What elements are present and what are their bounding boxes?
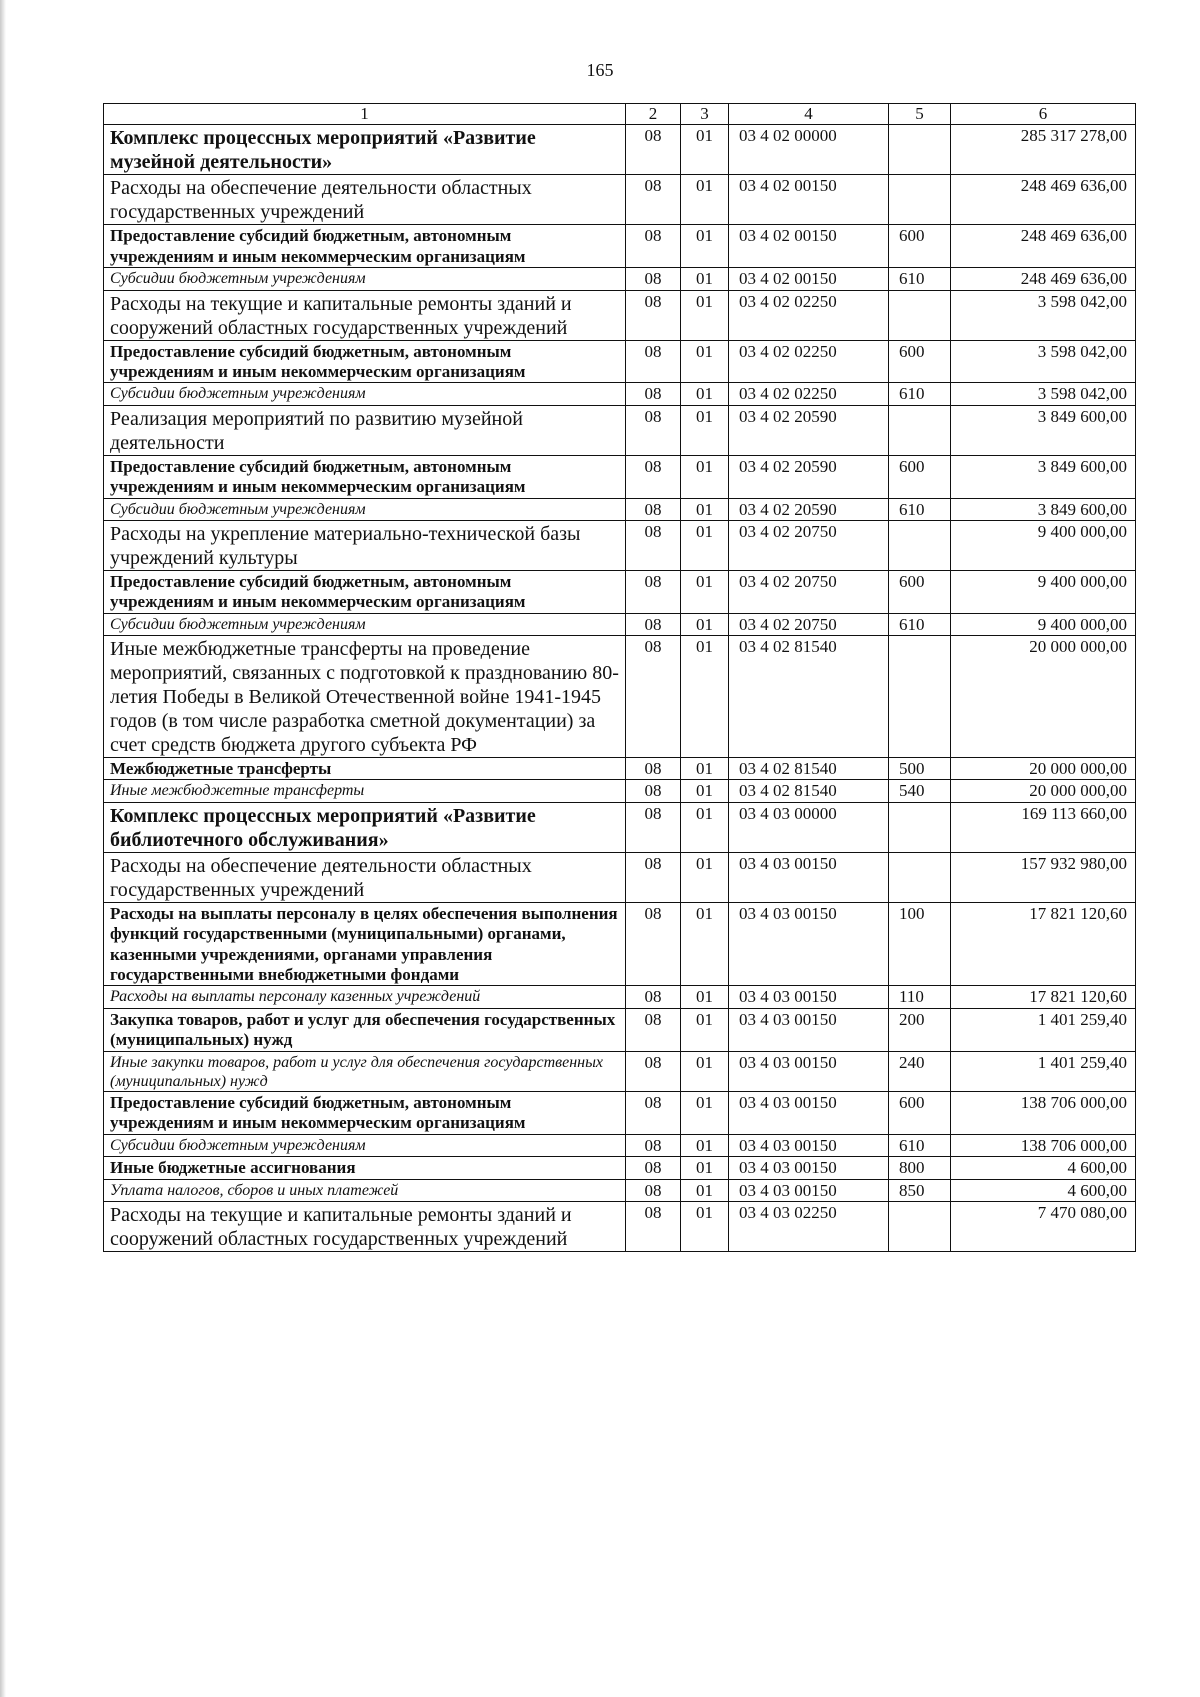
row-amount: 248 469 636,00 [951,268,1136,290]
table-row [104,613,1136,635]
row-subsection-code: 01 [681,498,729,520]
row-subsection-code: 01 [681,1091,729,1134]
row-expense-type-code: 610 [889,383,951,405]
row-section-code: 08 [626,902,681,986]
row-section-code: 08 [626,570,681,613]
row-section-code: 08 [626,125,681,175]
row-amount: 9 400 000,00 [951,570,1136,613]
row-amount: 248 469 636,00 [951,225,1136,268]
table-row [104,340,1136,383]
row-section-code: 08 [626,802,681,852]
row-description: Реализация мероприятий по развитию музейной деятельности [104,405,626,455]
row-description: Расходы на выплаты персоналу казенных учреждений [104,986,626,1008]
row-amount: 169 113 660,00 [951,802,1136,852]
row-expense-type-code [889,520,951,570]
row-subsection-code: 01 [681,613,729,635]
row-description: Иные межбюджетные трансферты [104,780,626,802]
row-expense-type-code: 540 [889,780,951,802]
row-section-code: 08 [626,613,681,635]
row-expense-type-code: 100 [889,902,951,986]
row-amount: 3 849 600,00 [951,405,1136,455]
column-header-2: 2 [626,104,681,125]
row-target-article-code: 03 4 02 81540 [729,758,889,780]
row-subsection-code: 01 [681,802,729,852]
table-row [104,1179,1136,1201]
column-header-4: 4 [729,104,889,125]
row-subsection-code: 01 [681,268,729,290]
row-section-code: 08 [626,520,681,570]
row-subsection-code: 01 [681,383,729,405]
row-target-article-code: 03 4 02 20590 [729,405,889,455]
row-expense-type-code: 600 [889,570,951,613]
column-header-1: 1 [104,104,626,125]
row-description: Иные межбюджетные трансферты на проведение мероприятий, связанных с подготовкой к празднованию 80-летия Победы в Великой Отечественной войне 1941-1945 годов (в том числе разработка сметной документации) за счет средств бюджета другого субъекта РФ [104,636,626,758]
row-description: Субсидии бюджетным учреждениям [104,268,626,290]
row-subsection-code: 01 [681,290,729,340]
table-row [104,1201,1136,1251]
row-expense-type-code [889,1201,951,1251]
row-description: Комплекс процессных мероприятий «Развитие музейной деятельности» [104,125,626,175]
row-amount: 4 600,00 [951,1179,1136,1201]
row-amount: 138 706 000,00 [951,1091,1136,1134]
table-row [104,1157,1136,1179]
row-target-article-code: 03 4 02 20590 [729,455,889,498]
row-section-code: 08 [626,780,681,802]
row-description: Предоставление субсидий бюджетным, автономным учреждениям и иным некоммерческим организациям [104,455,626,498]
row-expense-type-code: 850 [889,1179,951,1201]
row-subsection-code: 01 [681,636,729,758]
row-section-code: 08 [626,1091,681,1134]
row-expense-type-code: 610 [889,613,951,635]
row-target-article-code: 03 4 03 00150 [729,1091,889,1134]
column-header-6: 6 [951,104,1136,125]
row-section-code: 08 [626,758,681,780]
row-target-article-code: 03 4 02 20750 [729,570,889,613]
row-subsection-code: 01 [681,1201,729,1251]
row-amount: 20 000 000,00 [951,758,1136,780]
budget-table [103,103,1136,1252]
row-subsection-code: 01 [681,175,729,225]
column-header-5: 5 [889,104,951,125]
row-description: Уплата налогов, сборов и иных платежей [104,1179,626,1201]
row-description: Расходы на текущие и капитальные ремонты зданий и сооружений областных государственных учреждений [104,1201,626,1251]
row-description: Расходы на укрепление материально-технической базы учреждений культуры [104,520,626,570]
row-description: Субсидии бюджетным учреждениям [104,1134,626,1156]
row-target-article-code: 03 4 02 00000 [729,125,889,175]
row-amount: 3 598 042,00 [951,340,1136,383]
row-section-code: 08 [626,455,681,498]
table-row [104,520,1136,570]
row-section-code: 08 [626,175,681,225]
row-subsection-code: 01 [681,520,729,570]
row-target-article-code: 03 4 03 02250 [729,1201,889,1251]
row-subsection-code: 01 [681,758,729,780]
row-target-article-code: 03 4 03 00150 [729,1051,889,1091]
row-expense-type-code [889,636,951,758]
row-amount: 3 598 042,00 [951,383,1136,405]
row-amount: 248 469 636,00 [951,175,1136,225]
row-section-code: 08 [626,383,681,405]
row-expense-type-code: 110 [889,986,951,1008]
row-target-article-code: 03 4 02 81540 [729,636,889,758]
row-subsection-code: 01 [681,125,729,175]
row-amount: 1 401 259,40 [951,1051,1136,1091]
table-row [104,1051,1136,1091]
row-description: Закупка товаров, работ и услуг для обеспечения государственных (муниципальных) нужд [104,1008,626,1051]
table-row [104,570,1136,613]
row-subsection-code: 01 [681,902,729,986]
row-section-code: 08 [626,1157,681,1179]
table-row [104,986,1136,1008]
row-expense-type-code: 600 [889,455,951,498]
row-amount: 17 821 120,60 [951,902,1136,986]
table-row [104,225,1136,268]
budget-table-container [103,103,1135,1252]
table-row [104,405,1136,455]
row-expense-type-code [889,405,951,455]
row-expense-type-code: 600 [889,1091,951,1134]
row-expense-type-code: 610 [889,1134,951,1156]
row-subsection-code: 01 [681,1179,729,1201]
row-target-article-code: 03 4 03 00150 [729,1008,889,1051]
row-subsection-code: 01 [681,455,729,498]
row-amount: 17 821 120,60 [951,986,1136,1008]
table-row [104,290,1136,340]
row-section-code: 08 [626,852,681,902]
row-amount: 157 932 980,00 [951,852,1136,902]
row-target-article-code: 03 4 02 81540 [729,780,889,802]
row-amount: 20 000 000,00 [951,636,1136,758]
row-section-code: 08 [626,1134,681,1156]
table-row [104,902,1136,986]
row-description: Предоставление субсидий бюджетным, автономным учреждениям и иным некоммерческим организациям [104,340,626,383]
row-subsection-code: 01 [681,780,729,802]
row-subsection-code: 01 [681,340,729,383]
row-expense-type-code [889,852,951,902]
row-amount: 138 706 000,00 [951,1134,1136,1156]
row-section-code: 08 [626,1201,681,1251]
row-target-article-code: 03 4 02 20590 [729,498,889,520]
table-row [104,852,1136,902]
table-row [104,268,1136,290]
row-target-article-code: 03 4 02 20750 [729,613,889,635]
row-target-article-code: 03 4 02 02250 [729,340,889,383]
row-amount: 3 598 042,00 [951,290,1136,340]
row-section-code: 08 [626,225,681,268]
table-row [104,1091,1136,1134]
row-target-article-code: 03 4 03 00000 [729,802,889,852]
row-subsection-code: 01 [681,1134,729,1156]
table-row [104,1134,1136,1156]
table-row [104,802,1136,852]
row-expense-type-code: 610 [889,268,951,290]
row-subsection-code: 01 [681,1051,729,1091]
row-target-article-code: 03 4 03 00150 [729,1179,889,1201]
row-section-code: 08 [626,986,681,1008]
row-expense-type-code [889,290,951,340]
row-description: Иные бюджетные ассигнования [104,1157,626,1179]
row-subsection-code: 01 [681,852,729,902]
table-row [104,1008,1136,1051]
row-amount: 20 000 000,00 [951,780,1136,802]
row-amount: 3 849 600,00 [951,455,1136,498]
row-section-code: 08 [626,1179,681,1201]
row-description: Субсидии бюджетным учреждениям [104,498,626,520]
table-row [104,125,1136,175]
row-section-code: 08 [626,340,681,383]
row-section-code: 08 [626,268,681,290]
scan-edge-shadow [0,0,6,1697]
row-section-code: 08 [626,290,681,340]
row-expense-type-code: 600 [889,225,951,268]
row-subsection-code: 01 [681,405,729,455]
table-row [104,455,1136,498]
row-amount: 9 400 000,00 [951,613,1136,635]
row-expense-type-code: 800 [889,1157,951,1179]
row-description: Предоставление субсидий бюджетным, автономным учреждениям и иным некоммерческим организациям [104,1091,626,1134]
row-expense-type-code: 610 [889,498,951,520]
row-amount: 7 470 080,00 [951,1201,1136,1251]
row-amount: 4 600,00 [951,1157,1136,1179]
row-expense-type-code: 240 [889,1051,951,1091]
column-header-3: 3 [681,104,729,125]
row-expense-type-code [889,125,951,175]
page-number: 165 [586,60,614,80]
row-description: Предоставление субсидий бюджетным, автономным учреждениям и иным некоммерческим организациям [104,225,626,268]
row-target-article-code: 03 4 02 20750 [729,520,889,570]
row-expense-type-code: 600 [889,340,951,383]
row-target-article-code: 03 4 02 02250 [729,383,889,405]
table-row [104,758,1136,780]
row-section-code: 08 [626,1051,681,1091]
row-target-article-code: 03 4 03 00150 [729,986,889,1008]
table-row [104,383,1136,405]
row-target-article-code: 03 4 03 00150 [729,902,889,986]
row-section-code: 08 [626,1008,681,1051]
table-body [104,125,1136,1252]
row-amount: 285 317 278,00 [951,125,1136,175]
row-expense-type-code [889,175,951,225]
row-description: Расходы на обеспечение деятельности областных государственных учреждений [104,852,626,902]
row-description: Расходы на выплаты персоналу в целях обеспечения выполнения функций государственными (муниципальными) органами, казенными учреждениями, органами управления государственными внебюджетными фондами [104,902,626,986]
row-expense-type-code: 200 [889,1008,951,1051]
row-target-article-code: 03 4 03 00150 [729,852,889,902]
row-subsection-code: 01 [681,1157,729,1179]
row-amount: 9 400 000,00 [951,520,1136,570]
table-row [104,498,1136,520]
row-description: Иные закупки товаров, работ и услуг для обеспечения государственных (муниципальных) нужд [104,1051,626,1091]
table-row [104,175,1136,225]
row-subsection-code: 01 [681,986,729,1008]
table-row [104,636,1136,758]
row-subsection-code: 01 [681,1008,729,1051]
row-section-code: 08 [626,636,681,758]
row-subsection-code: 01 [681,225,729,268]
row-expense-type-code: 500 [889,758,951,780]
row-expense-type-code [889,802,951,852]
column-number-row [104,104,1136,125]
row-amount: 3 849 600,00 [951,498,1136,520]
row-target-article-code: 03 4 02 00150 [729,175,889,225]
row-target-article-code: 03 4 02 02250 [729,290,889,340]
row-description: Расходы на обеспечение деятельности областных государственных учреждений [104,175,626,225]
table-row [104,780,1136,802]
row-target-article-code: 03 4 03 00150 [729,1134,889,1156]
row-target-article-code: 03 4 03 00150 [729,1157,889,1179]
row-amount: 1 401 259,40 [951,1008,1136,1051]
row-description: Межбюджетные трансферты [104,758,626,780]
row-description: Субсидии бюджетным учреждениям [104,383,626,405]
row-description: Расходы на текущие и капитальные ремонты зданий и сооружений областных государственных учреждений [104,290,626,340]
row-description: Комплекс процессных мероприятий «Развитие библиотечного обслуживания» [104,802,626,852]
row-subsection-code: 01 [681,570,729,613]
row-section-code: 08 [626,498,681,520]
row-description: Субсидии бюджетным учреждениям [104,613,626,635]
row-description: Предоставление субсидий бюджетным, автономным учреждениям и иным некоммерческим организациям [104,570,626,613]
row-section-code: 08 [626,405,681,455]
row-target-article-code: 03 4 02 00150 [729,268,889,290]
row-target-article-code: 03 4 02 00150 [729,225,889,268]
